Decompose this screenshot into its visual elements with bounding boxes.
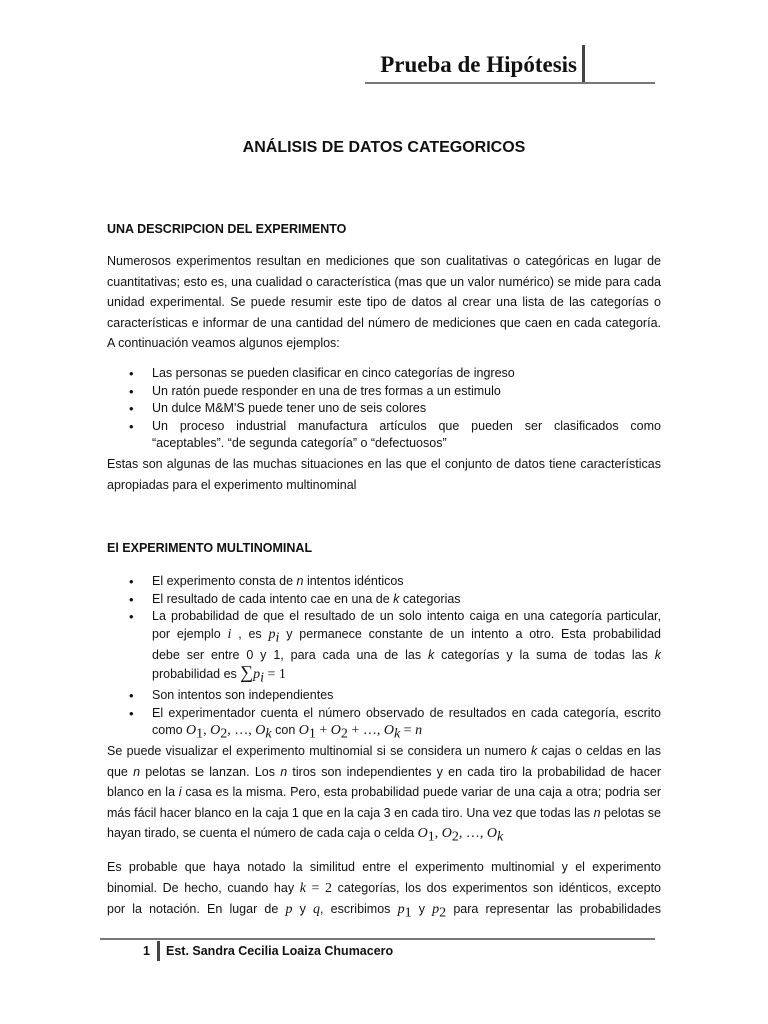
list-item: • Las personas se pueden clasificar en cinco categorías de ingreso: [107, 365, 661, 383]
footer-rule: [100, 938, 655, 940]
list-item-line: • Un proceso industrial manufactura artículos que pueden ser clasificados como: [152, 418, 661, 433]
page-number: 1: [143, 944, 150, 958]
list-item-line: “aceptables”. “de segunda categoría” o “defectuosos”: [152, 436, 447, 450]
paragraph-line: unidad experimental. Se puede resumir este tipo de datos al crear una lista de las categorías o: [107, 295, 661, 309]
paragraph-line: cuantitativas; esto es, una cualidad o característica (mas que un valor numérico) se mide para cada: [107, 274, 661, 289]
list-item: • El resultado de cada intento cae en una de k categorias: [107, 591, 661, 609]
list-item: • Son intentos son independientes: [107, 687, 661, 705]
list-item: • El experimentador cuenta el número observado de resultados en cada categoría, escrito como $O_1$, $O_2$, …, $O_k$ con $O_1 + O_2$ + …, $O_k = n$: [107, 705, 661, 744]
list-item: • El experimento consta de n intentos idénticos: [107, 573, 661, 591]
paragraph-line: apropiadas para el experimento multinominal: [107, 477, 357, 492]
list-item: [107, 418, 661, 453]
header-rule: [365, 82, 655, 84]
paragraph-line: A continuación veamos algunos ejemplos:: [107, 336, 340, 350]
list-item: • La probabilidad de que el resultado de un solo intento caiga en una categoría particular, por ejemplo i , es $p_i$ y permanece constante de un intento a otro. Esta probabilidad debe ser entre 0 y 1, para cada una de las k categorías y la suma de todas las k probabilidad es $\sum p_i = 1$: [107, 608, 661, 687]
paragraph-line: características e informar de una cantidad del número de mediciones que caen en cada categoría.: [107, 315, 661, 330]
closing-paragraph: [107, 454, 661, 495]
header-title: Prueba de Hipótesis: [380, 52, 577, 77]
section-heading-description: UNA DESCRIPCION DEL EXPERIMENTO: [107, 222, 347, 236]
multinomial-paragraph: Se puede visualizar el experimento multinomial si se considera un numero k cajas o celdas en las que n pelotas se lanzan. Los n tiros son independientes y en cada tiro la probabilidad de hacer blanco en la i casa es la misma. Pero, esta probabilidad puede variar de una caja a otra; podria ser más fácil hacer blanco en la caja 1 que en la caja 3 en cada tiro. Una vez que todas las n pelotas se hayan tirado, se cuenta el número de cada caja o celda $O_1$, $O_2$, …, $O_k$: [107, 744, 662, 845]
list-item: • Un ratón puede responder en una de tres formas a un estimulo: [107, 383, 661, 401]
footer-divider: [157, 941, 160, 961]
document-title: ANÁLISIS DE DATOS CATEGORICOS: [242, 139, 526, 156]
paragraph-line: Numerosos experimentos resultan en mediciones que son cualitativas o categóricas en lugar de: [107, 254, 661, 268]
paragraph-line: Estas son algunas de las muchas situaciones en las que el conjunto de datos tiene características: [107, 457, 661, 471]
examples-list: [107, 365, 661, 453]
multinomial-properties-list: [107, 573, 661, 743]
list-item: • Un dulce M&M'S puede tener uno de seis colores: [107, 400, 661, 418]
intro-paragraph: [107, 251, 661, 354]
binomial-paragraph: Es probable que haya notado la similitud entre el experimento multinomial y el experimento binomial. De hecho, cuando hay k = 2 categorías, los dos experimentos son idénticos, excepto por la notación. En lugar de p y q, escribimos $p_1$ y $p_2$ para representar las probabilidades: [107, 860, 662, 921]
header-divider: [582, 45, 585, 82]
section-heading-multinomial: El EXPERIMENTO MULTINOMINAL: [107, 541, 313, 555]
footer-author: Est. Sandra Cecilia Loaiza Chumacero: [166, 944, 394, 958]
